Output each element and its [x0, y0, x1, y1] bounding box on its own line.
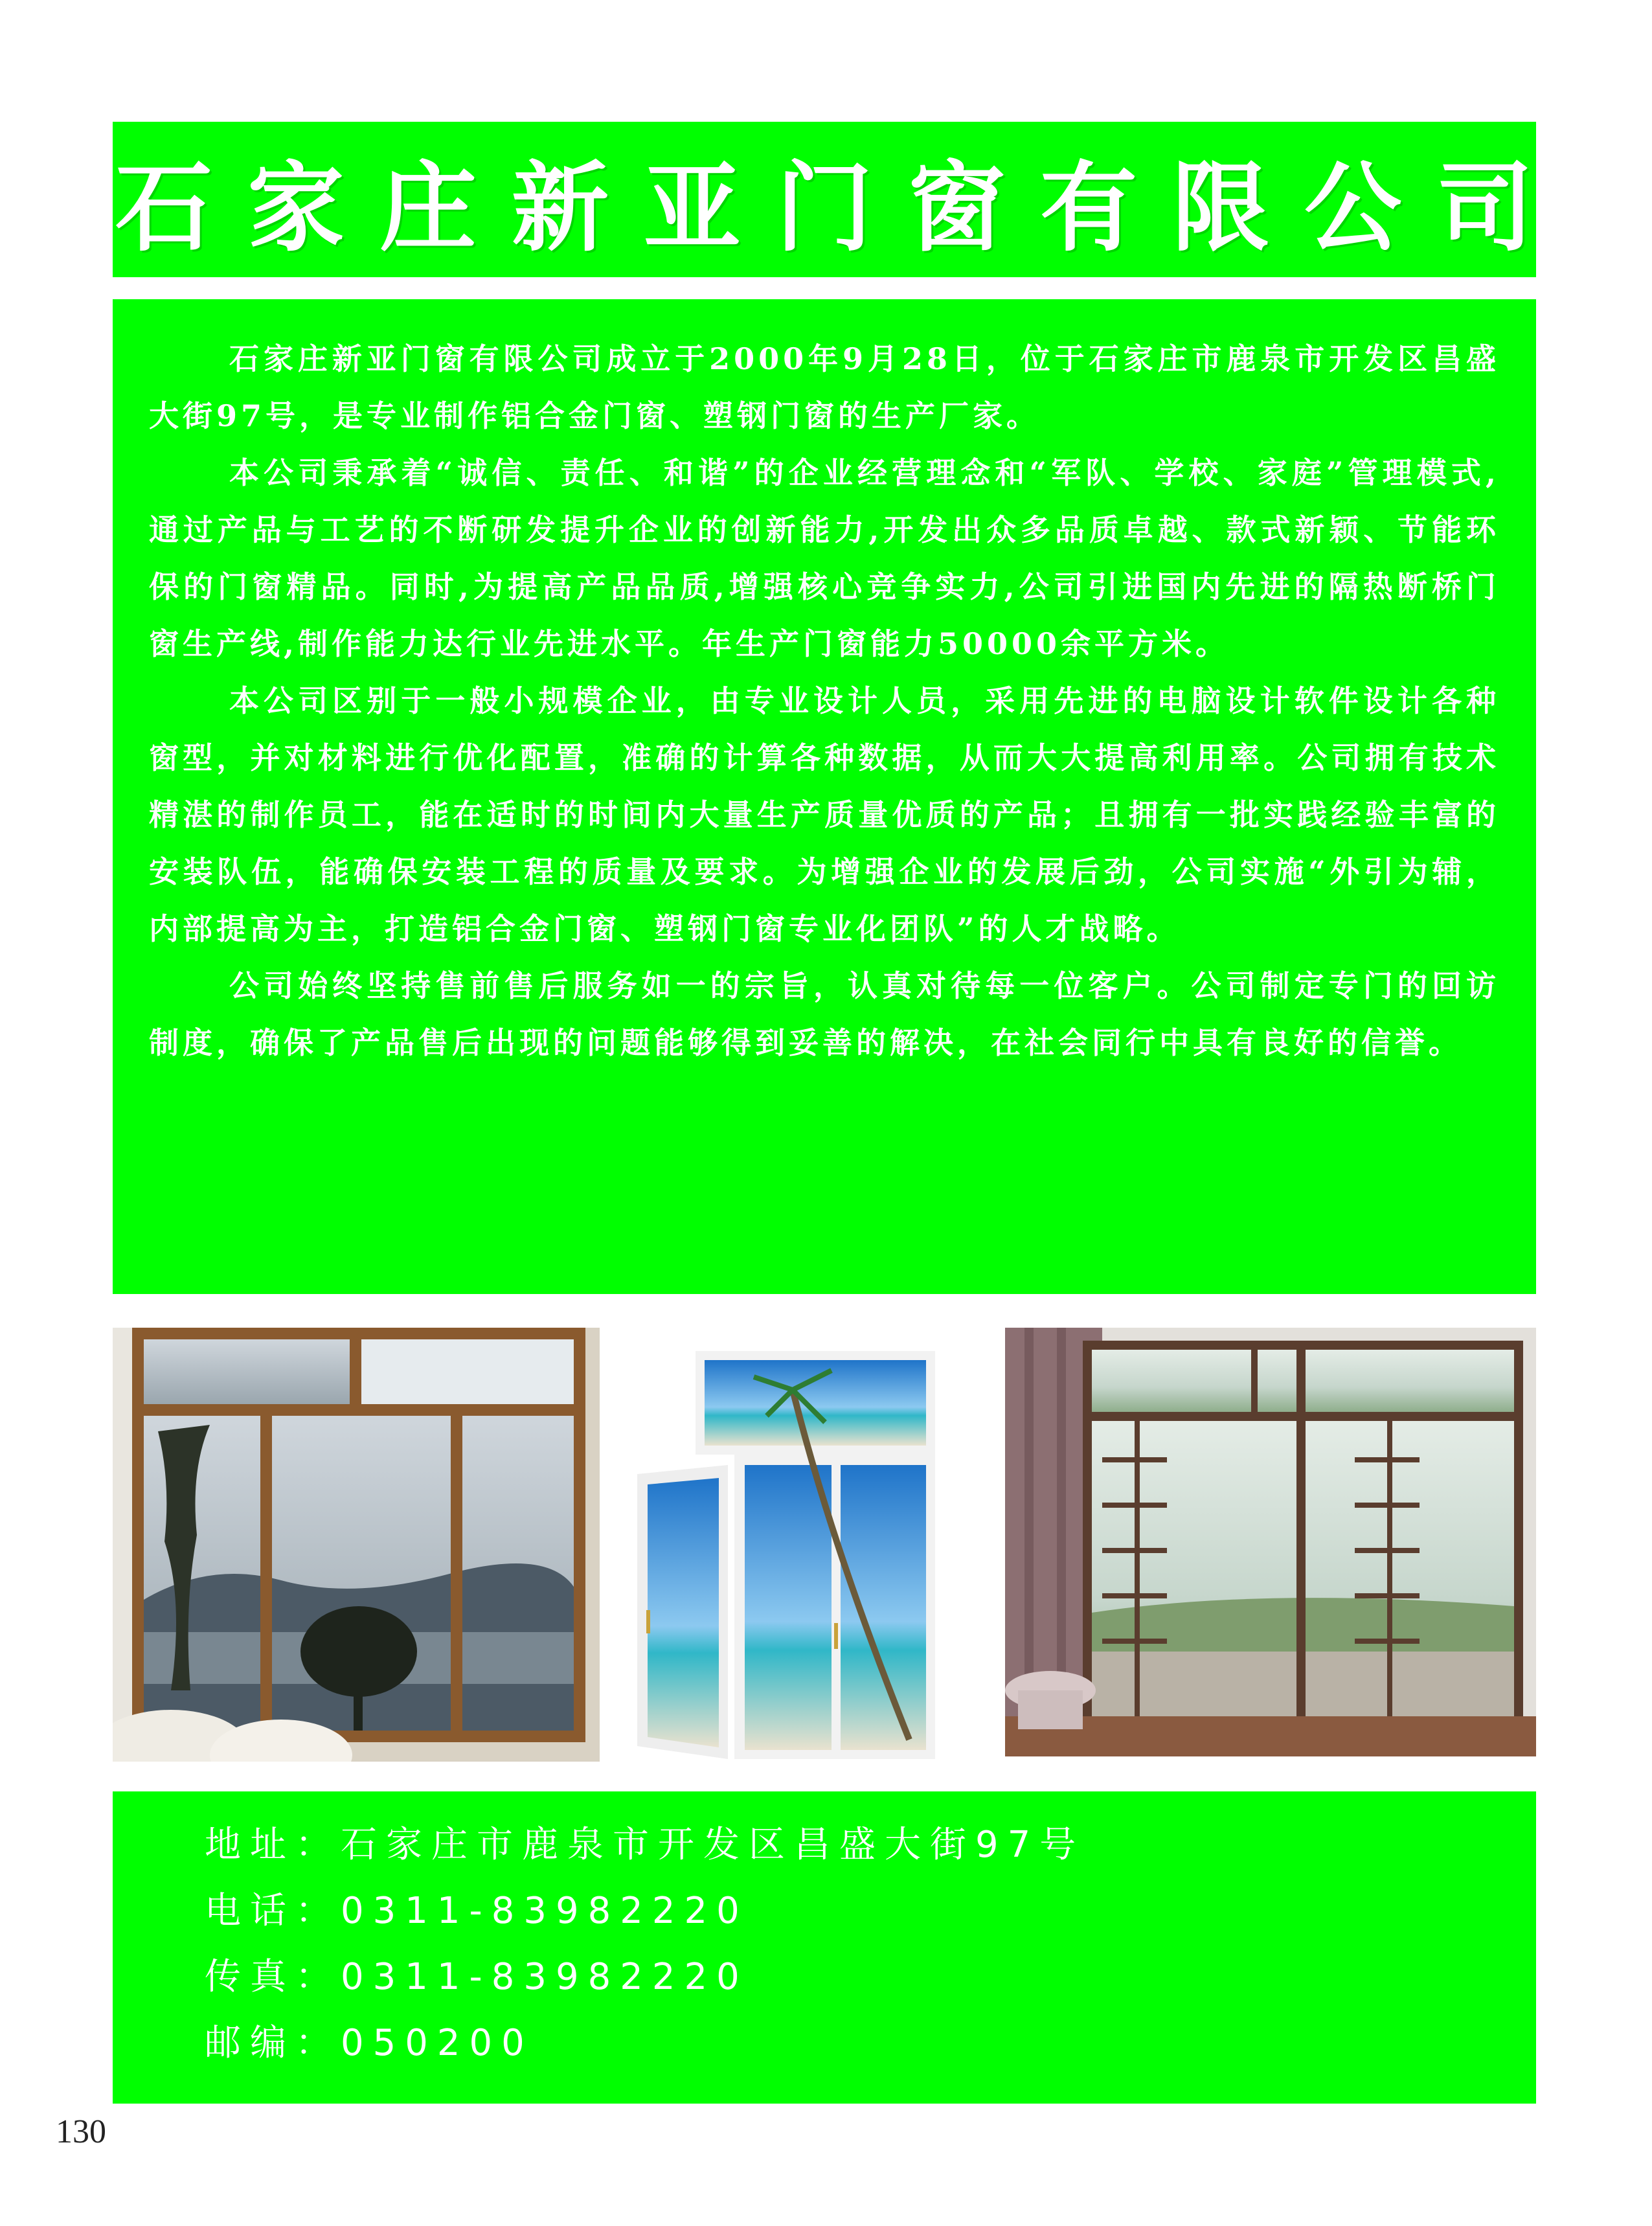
fax-line: 传真：0311-83982220: [205, 1956, 749, 1998]
wood-window-photo: [113, 1328, 600, 1762]
page-number: 130: [56, 2113, 106, 2150]
title-banner: [113, 122, 1569, 277]
intro-paragraph-1: 石家庄新亚门窗有限公司成立于2000年9月28日，位于石家庄市鹿泉市开发区昌盛大街97号，是专业制作铝合金门窗、塑钢门窗的生产厂家。: [149, 341, 1500, 433]
intro-paragraph-3: 本公司区别于一般小规模企业，由专业设计人员，采用先进的电脑设计软件设计各种窗型，并对材料进行优化配置，准确的计算各种数据，从而大大提高利用率。公司拥有技术精湛的制作员工，能在适时的时间内大量生产质量优质的产品；且拥有一批实践经验丰富的安装队伍，能确保安装工程的质量及要求。为增强企业的发展后劲，公司实施“外引为辅，内部提高为主，打造铝合金门窗、塑钢门窗专业化团队”的人才战略。: [149, 683, 1500, 946]
intro-paragraph-2: 本公司秉承着“诚信、责任、和谐”的企业经营理念和“军队、学校、家庭”管理模式,通过产品与工艺的不断研发提升企业的创新能力,开发出众多品质卓越、款式新颖、节能环保的门窗精品。同时,为提高产品品质,增强核心竞争实力,公司引进国内先进的隔热断桥门窗生产线,制作能力达行业先进水平。年生产门窗能力50000余平方米。: [149, 455, 1500, 661]
company-title: 石家庄新亚门窗有限公司: [115, 151, 1569, 265]
sliding-door-photo: [1005, 1328, 1536, 1756]
contact-info-panel: [113, 1791, 1536, 2104]
address-line: 地址：石家庄市鹿泉市开发区昌盛大街97号: [205, 1824, 1085, 1866]
company-intro-panel: [113, 299, 1536, 1294]
postcode-line: 邮编：050200: [205, 2022, 534, 2064]
phone-line: 电话：0311-83982220: [205, 1890, 749, 1932]
white-casement-window-photo: [637, 1351, 949, 1768]
intro-paragraph-4: 公司始终坚持售前售后服务如一的宗旨，认真对待每一位客户。公司制定专门的回访制度，确保了产品售后出现的问题能够得到妥善的解决，在社会同行中具有良好的信誉。: [149, 968, 1500, 1060]
